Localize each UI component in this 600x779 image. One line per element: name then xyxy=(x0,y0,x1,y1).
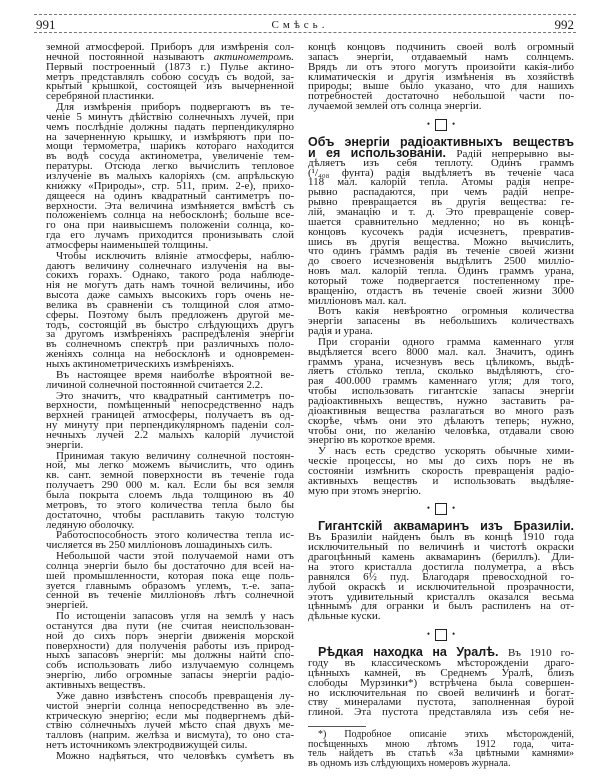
text-line: ченіе 5 минутъ дѣйствію солнечныхъ лучей, при xyxy=(46,110,294,123)
text-line: Можно надѣяться, что человѣкъ сумѣетъ въ xyxy=(56,749,294,762)
text-line: пературы. Отсюда легко вычислить тепловое xyxy=(46,160,294,173)
paragraph xyxy=(308,43,574,112)
text-line: драгоцѣнный камень аквамаринъ (бериллъ). Дли- xyxy=(308,551,574,564)
text-line: энергіи. xyxy=(46,438,84,451)
text-line: равнялся 6½ пуд. Благодаря превосходной го- xyxy=(308,570,574,583)
paragraph xyxy=(46,103,294,251)
dot-icon: • xyxy=(426,503,430,514)
section-ornament xyxy=(308,497,574,519)
text-line: вращенію, отдастъ въ теченіе своей жизни 3000 xyxy=(308,284,574,297)
text-line: го она при наивысшемъ положеніи солнца, ко- xyxy=(46,219,294,232)
text-line: была покрыта слоемъ льда толщиною въ 40 xyxy=(46,488,294,501)
text-line: радія и урана. xyxy=(308,325,373,338)
text-line: гда его лучамъ приходится пронизывать слой xyxy=(46,229,294,242)
text-line: сферы. Поэтому былъ предложенъ другой ме- xyxy=(46,308,294,321)
paragraph xyxy=(46,612,294,691)
text-line: лучаемой землей отъ солнца энергіи. xyxy=(308,100,482,113)
text-line: шается сравнительно медленно; но въ концѣ- xyxy=(308,215,574,228)
text-line: ктрическую энергію; если мы подвергнемъ дѣй- xyxy=(46,709,294,722)
text-line: на этого кристалла достигла полуметра, а вѣсъ xyxy=(308,560,574,573)
article-paragraph-with-heading xyxy=(308,645,574,718)
text-line: ныхъ актинометрическихъ измѣреніяхъ. xyxy=(46,358,235,370)
paragraph xyxy=(308,307,574,337)
text-line: солнца энергіи было бы достаточно для всей на- xyxy=(46,559,294,572)
text-line: потребностей достаточно небольшой части по- xyxy=(308,90,574,103)
text-line: новъ мал. калорій тепла. Одинъ граммъ урана, xyxy=(308,265,574,278)
text-line: милліоновъ мал. кал. xyxy=(308,294,407,307)
section-ornament xyxy=(308,623,574,645)
text-line: дящееся на одинъ квадратный сантиметръ по- xyxy=(46,189,294,202)
text-line: Работоспособность этого количества тепла ис- xyxy=(56,529,294,542)
text-line: Для измѣренія приборъ подвергаютъ въ те- xyxy=(56,101,294,114)
section-ornament xyxy=(308,113,574,135)
text-line: Уже давно извѣстенъ способъ превращенія лу- xyxy=(56,689,294,702)
text-line: мощи термометра, шарикъ котораго находится xyxy=(46,140,294,153)
text-line: При сгораніи одного грамма каменнаго угля xyxy=(318,335,574,348)
text-line: слободы Мурзинки*) встрѣчена была совершен- xyxy=(308,676,574,689)
page-number-right: 992 xyxy=(554,17,574,32)
header-bottom-rule xyxy=(34,32,576,33)
paragraph xyxy=(46,389,294,451)
running-title: Смѣсь. xyxy=(271,19,329,31)
square-icon xyxy=(435,503,447,515)
text-line: исключительный по величинѣ и чистотѣ окраски xyxy=(308,541,574,554)
dot-icon: • xyxy=(452,118,456,129)
text-line: нетъ источникомъ электродвижущей силы. xyxy=(46,739,248,752)
left-column xyxy=(46,43,294,763)
text-line: метръ представлялъ собою сосудъ съ водой, за- xyxy=(46,70,294,83)
text-line: земной атмосферой. Приборъ для измѣренія сол- xyxy=(46,41,294,53)
text-line: сенной въ теченіе милліоновъ лѣтъ солнечной xyxy=(46,589,294,602)
footnote-line: тель найдетъ въ статьѣ «За цвѣтными камнями» xyxy=(308,748,574,760)
text-line: Въ Бразиліи найденъ былъ въ концѣ 1910 года xyxy=(308,531,574,544)
text-run: нечной постоянной называютъ xyxy=(46,50,214,63)
text-line: ной, мы легко можемъ вычислить, что одинъ xyxy=(46,459,294,472)
text-line: дѣльные куски. xyxy=(308,610,381,623)
text-line: этотъ удивительный кристаллъ оказался весьма xyxy=(308,590,574,603)
header-top-rule xyxy=(34,14,576,15)
text-line: По истощеніи запасовъ угля на землѣ у насъ xyxy=(56,610,294,623)
paragraph xyxy=(46,449,294,531)
text-line: метровъ, то этого количества тепла было бы xyxy=(46,498,294,511)
text-line: получаетъ 290 000 м. кал. Если бы вся земля xyxy=(46,479,294,492)
footnote-rule xyxy=(308,726,366,727)
text-line: энергіей. xyxy=(46,599,89,612)
text-line: сокихъ горахъ. Однако, такого рода наблюде- xyxy=(46,269,294,282)
text-line: выдѣляется всего 8000 мал. кал. Значитъ, одинъ xyxy=(308,345,574,358)
text-line: Это значитъ, что квадратный сантиметръ по- xyxy=(56,389,294,402)
text-line: чистой энергіи солнца непосредственно въ эле- xyxy=(46,699,294,712)
text-line: природы; выше было указано, что для нашихъ xyxy=(308,80,574,93)
text-line: запасъ энергіи, отдаваемый намъ солнцемъ. xyxy=(308,50,574,63)
text-line: рывно распадаются, при чемъ радій непре- xyxy=(308,186,574,199)
text-line: книжку «Природы», стр. 511, прим. 2-е), прихо- xyxy=(46,179,294,192)
text-line: лій, эманацію и т. д. Это превращеніе совер- xyxy=(308,205,574,218)
text-line: велика въ сравненіи съ толщиной слоя атмо- xyxy=(46,298,294,311)
right-column xyxy=(308,43,574,769)
text-line: энергіи запасены въ небольшихъ количествахъ xyxy=(308,315,574,328)
text-line: талловъ (наприм. желѣза и висмута), то оно ста- xyxy=(46,729,294,742)
text-line: нечныхъ лучей 2.2 малыхъ калорій лучистой xyxy=(46,428,294,441)
text-line: ческіе процессы, но мы до сихъ поръ не въ xyxy=(308,455,574,468)
footnote-line: въ одномъ изъ слѣдующихъ номеровъ журнала. xyxy=(308,758,511,770)
text-line: ству минералами пустота, заполненная бурой xyxy=(308,696,574,709)
text-line: ныхъ запасовъ энергіи: мы должны найти спо- xyxy=(46,649,294,662)
text-line: верхности, помѣщенный непосредственно надъ xyxy=(46,399,294,412)
text-run: Радій непрерывно вы- xyxy=(456,147,574,160)
text-line: который тоже подвергается постепенному пре- xyxy=(308,274,574,287)
text-line: У насъ есть средство ускорять обычные хими- xyxy=(318,445,574,458)
dot-icon: • xyxy=(426,629,430,640)
text-line: Первый построенный (1873 г.) Пулье актино- xyxy=(46,60,294,73)
text-line: цѣнныхъ камней, въ Среднемъ Уралѣ, близъ xyxy=(308,666,574,679)
paragraph xyxy=(46,249,294,370)
text-line: ну минуту при перпендикулярномъ паденіи сол- xyxy=(46,419,294,432)
paragraph xyxy=(46,531,294,551)
dot-icon: • xyxy=(452,629,456,640)
text-line: останутся два пути (не считая неиспользован- xyxy=(46,619,294,632)
text-line: году въ классическомъ мѣсторожденіи драго- xyxy=(308,657,574,670)
italic-term: актинометромъ. xyxy=(213,50,294,63)
text-line: ледяную оболочку. xyxy=(46,518,135,531)
text-line: даютъ величину солнечнаго излученія на вы- xyxy=(46,259,294,272)
text-line: діоактивныя вещества разлагаться во много разъ xyxy=(308,404,574,417)
text-line: состояніи измѣнить скорость превращенія радіо- xyxy=(308,464,574,477)
text-line: глиной. Эта пустота представляла изъ себя не- xyxy=(308,706,574,719)
text-line: активныхъ веществъ и использовать выдѣляе- xyxy=(308,474,574,487)
text-line: Въ настоящее время наиболѣе вѣроятной ве- xyxy=(56,368,294,381)
text-line: чтобы они, по желанію человѣка, отдавали свою xyxy=(308,424,574,437)
text-line: положеніемъ солнца на небосклонѣ; больше все- xyxy=(46,209,294,222)
text-line: 118 мал. калорій тепла. Атомы радія непре- xyxy=(308,176,574,189)
article-heading: Рѣдкая находка на Уралѣ. xyxy=(318,645,508,660)
page-number-left: 991 xyxy=(36,17,56,32)
text-line: женіяхъ солнца на небосклонѣ и одновремен- xyxy=(46,348,294,361)
paragraph xyxy=(46,689,294,752)
text-line: собъ использовать либо излучаемую солнцемъ xyxy=(46,659,294,672)
text-line: энергію, либо огромные запасы энергіи радіо- xyxy=(46,669,294,682)
text-line: чемъ послѣдніе должны падать перпендикулярно xyxy=(46,120,294,133)
article-paragraph-with-heading xyxy=(308,519,574,622)
text-line: радіоактивныхъ веществъ, нужно заставить ра- xyxy=(308,395,574,407)
text-line: крытый крышкой, состоящей изъ вычерненной xyxy=(46,80,294,93)
square-icon xyxy=(435,119,447,131)
text-line: цѣннымъ для огранки и былъ распиленъ на от- xyxy=(308,600,574,613)
footnote xyxy=(308,730,574,769)
text-line: до своего исчезновенія выдѣлитъ 2500 милліо- xyxy=(308,255,574,268)
text-line: лубой окраскѣ и исключительной прозрачности, xyxy=(308,580,574,593)
text-line: мую при этомъ энергію. xyxy=(308,484,422,497)
text-line: скорѣе, чѣмъ они это дѣлаютъ теперь; нужно, xyxy=(308,414,574,427)
text-line: Принимая такую величину солнечной постоян- xyxy=(56,449,294,462)
text-line: Врядъ ли отъ этого могутъ произойти какія-либо xyxy=(308,60,574,73)
text-line: концовъ кусочекъ радія исчезнетъ, превратив- xyxy=(308,225,574,238)
text-line: рывно превращается въ другія вещества: ге- xyxy=(308,196,574,209)
article-heading: и ея использованіи. xyxy=(308,145,457,160)
text-line: кв. сант. земной поверхности въ теченіе года xyxy=(46,469,294,482)
paragraph xyxy=(46,43,294,102)
text-line: числяется въ 250 милліоновъ лошадиныхъ силъ. xyxy=(46,539,273,552)
text-line: что одинъ граммъ радія въ теченіе своей жизни xyxy=(308,245,574,258)
text-line: въ солнечномъ спектрѣ при различныхъ поло- xyxy=(46,338,294,351)
text-line: климатическія и другія измѣненія въ хозяйствѣ xyxy=(308,70,574,83)
square-icon xyxy=(435,629,447,641)
text-line: ляетъ столько тепла, сколько выдѣляютъ, сго- xyxy=(308,365,574,378)
text-line: граммъ урана, исчезнувъ весь цѣликомъ, выдѣ- xyxy=(308,355,574,368)
text-line: шей промышленности, которая пока еще поль- xyxy=(46,569,294,582)
paragraph xyxy=(308,447,574,496)
text-line: (¹/₄₀₈ фунта) радія выдѣляетъ въ теченіе часа xyxy=(308,166,574,179)
text-line: активныхъ веществъ. xyxy=(46,679,146,691)
text-line: Небольшой части этой получаемой нами отъ xyxy=(56,550,294,563)
text-line: нія не могутъ дать намъ точной величины, ибо xyxy=(46,279,294,292)
article-paragraph-with-heading xyxy=(308,135,574,307)
text-line: зуется главнымъ образомъ углемъ, т.-е. запа- xyxy=(46,579,294,592)
text-line: тодъ, состоящій въ быстро слѣдующихъ другъ xyxy=(46,318,294,331)
text-line: на зачерненную крышку, и измѣряютъ при по- xyxy=(46,130,294,143)
text-line: ствію солнечныхъ лучей мѣсто спая двухъ ме- xyxy=(46,719,294,732)
text-line: личиной солнечной постоянной считается 2.2. xyxy=(46,378,263,391)
text-line: верхности. Эта величина измѣняется вмѣстѣ съ xyxy=(46,199,294,212)
text-line: шись въ другія вещества. Можно вычислить, xyxy=(308,235,574,248)
article-heading: Объ энергіи радіоактивныхъ веществъ xyxy=(308,134,574,149)
dot-icon: • xyxy=(452,503,456,514)
text-line: ной до сихъ поръ энергіи движенія морской xyxy=(46,629,294,642)
text-line: энергію въ короткое время. xyxy=(308,434,436,447)
text-line: но исключительная по своей величинѣ и богат- xyxy=(308,686,574,699)
paragraph xyxy=(46,552,294,611)
text-line: достаточно, чтобы расплавить такую толстую xyxy=(46,508,294,521)
text-line: излученіе въ малыхъ калоріяхъ (см. апрѣльскую xyxy=(46,169,294,182)
text-line: атмосферы наименьшей толщины. xyxy=(46,238,209,251)
text-line: дѣляетъ изъ себя теплоту. Одинъ граммъ xyxy=(308,156,574,169)
text-line: серебряной пластинки. xyxy=(46,90,155,103)
paragraph xyxy=(46,368,294,391)
text-run: Въ 1910 го- xyxy=(507,647,574,660)
text-line: рая 400.000 граммъ каменнаго угля; для того, xyxy=(308,375,574,388)
text-line: концѣ концовъ подчинить своей волѣ огромный xyxy=(308,41,574,53)
paragraph xyxy=(308,335,574,447)
text-line: поверхности) для полученія работы изъ природ- xyxy=(46,639,294,652)
paragraph xyxy=(46,749,294,762)
text-line: Вотъ какія невѣроятно огромныя количества xyxy=(318,305,574,318)
dot-icon: • xyxy=(426,118,430,129)
text-line: чтобы использовать гигантскіе запасы энергіи xyxy=(308,385,574,398)
footnote-line: *) Подробное описаніе этихъ мѣсторожденій, xyxy=(318,729,574,741)
text-line: за другомъ измѣреніяхъ распредѣленія энергіи xyxy=(46,328,294,341)
article-heading: Гигантскій аквамаринъ изъ Бразиліи. xyxy=(318,519,574,534)
text-line: въ водѣ сосуда актинометра, увеличеніе тем- xyxy=(46,150,294,163)
text-line: Чтобы исключить вліяніе атмосферы, наблю- xyxy=(56,249,294,262)
footnote-line: посѣщенныхъ мною лѣтомъ 1912 года, чита- xyxy=(308,738,574,750)
text-line: высота даже самыхъ высокихъ горъ очень не- xyxy=(46,289,294,302)
text-line: верхней границей атмосферы, получаетъ въ од- xyxy=(46,409,294,422)
